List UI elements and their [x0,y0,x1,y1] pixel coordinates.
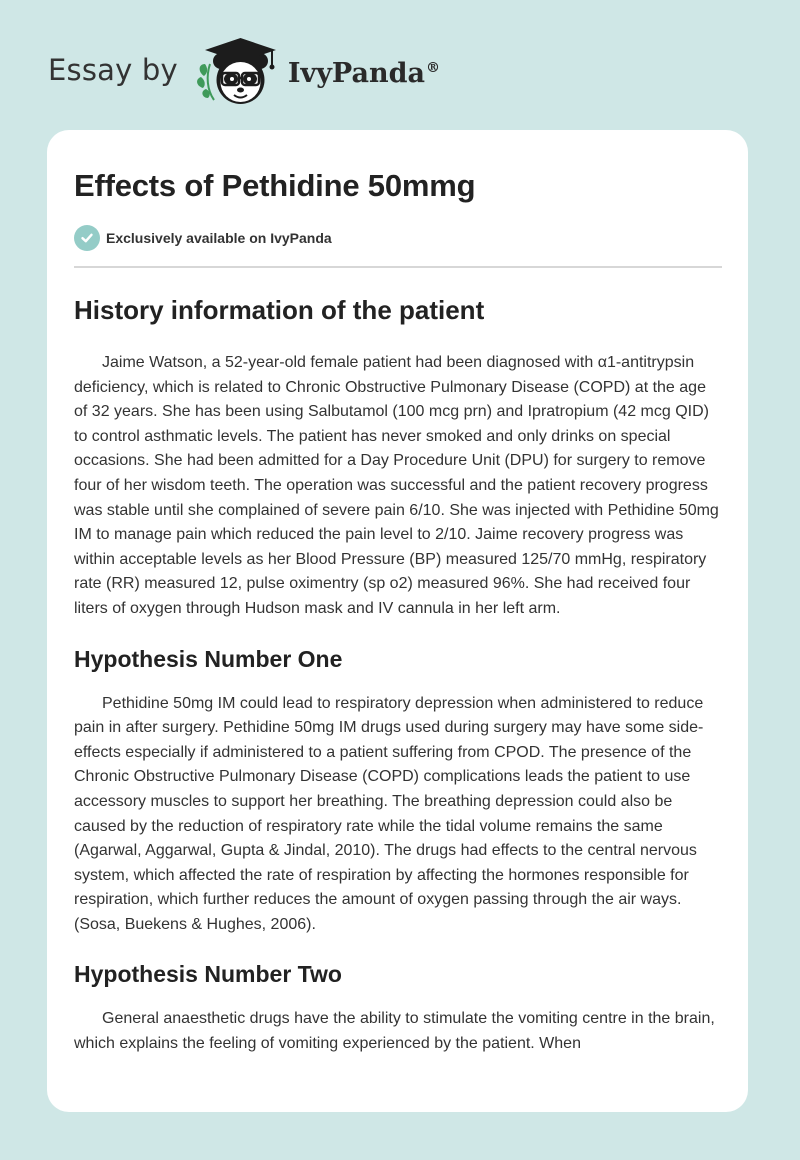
section-paragraph-hypothesis-one: Pethidine 50mg IM could lead to respiratory depression when administered to reduce pain in after surgery. Pethidine 50mg IM drugs used during surgery may have some side-effects especially if administered to a patient suffering from CPOD. The presence of the Chronic Obstructive Pulmonary Disease (COPD) complications leads the patient to use accessory muscles to support her breathing. The breathing depression could also be caused by the reduction of respiratory rate while the tidal volume remains the same (Agarwal, Aggarwal, Gupta & Jindal, 2010). The drugs had effects to the central nervous system, which affected the rate of respiration by affecting the hormones responsible for respiration, which further reduces the amount of oxygen passing through the air ways. (Sosa, Buekens & Hughes, 2006). [74,694,704,933]
panda-graduate-icon [194,34,284,110]
section-paragraph-hypothesis-two: General anaesthetic drugs have the ability to stimulate the vomiting centre in the brain, which explains the feeling of vomiting experienced by the patient. When [74,1010,715,1053]
section-paragraph-history: Jaime Watson, a 52-year-old female patient had been diagnosed with α1-antitrypsin deficiency, which is related to Chronic Obstructive Pulmonary Disease (COPD) at the age of 32 years. She has been using Salbutamol (100 mcg prn) and Ipratropium (42 mcg QID) to control asthmatic levels. The patient has never smoked and only drinks on special occasions. She had been admitted for a Day Procedure Unit (DPU) for surgery to remove four of her wisdom teeth. The operation was successful and the patient recovery progress was stable until she complained of severe pain 6/10. She was injected with Pethidine 50mg IM to manage pain which reduced the pain level to 2/10. Jaime recovery progress was within acceptable levels as her Blood Pressure (BP) measured 125/70 mmHg, respiratory rate (RR) measured 12, pulse oximentry (sp o2) measured 96%. She had received four liters of oxygen through Hudson mask and IV cannula in her left arm. [74,354,719,617]
registered-mark: ® [425,59,440,76]
brand-name [288,58,440,89]
section-heading-hypothesis-two: Hypothesis Number Two [74,961,342,988]
check-icon [74,225,100,251]
title-divider [74,266,722,268]
essay-card [47,130,748,1112]
brand-name-text: IvyPanda [287,57,425,89]
exclusive-badge [74,224,722,252]
section-heading-hypothesis-one: Hypothesis Number One [74,645,343,672]
brand-prefix: Essay by [48,53,178,87]
page-title: Effects of Pethidine 50mmg [74,168,476,203]
brand-header[interactable] [48,34,440,110]
section-heading-history: History information of the patient [74,295,485,325]
exclusive-label: Exclusively available on IvyPanda [106,230,332,246]
